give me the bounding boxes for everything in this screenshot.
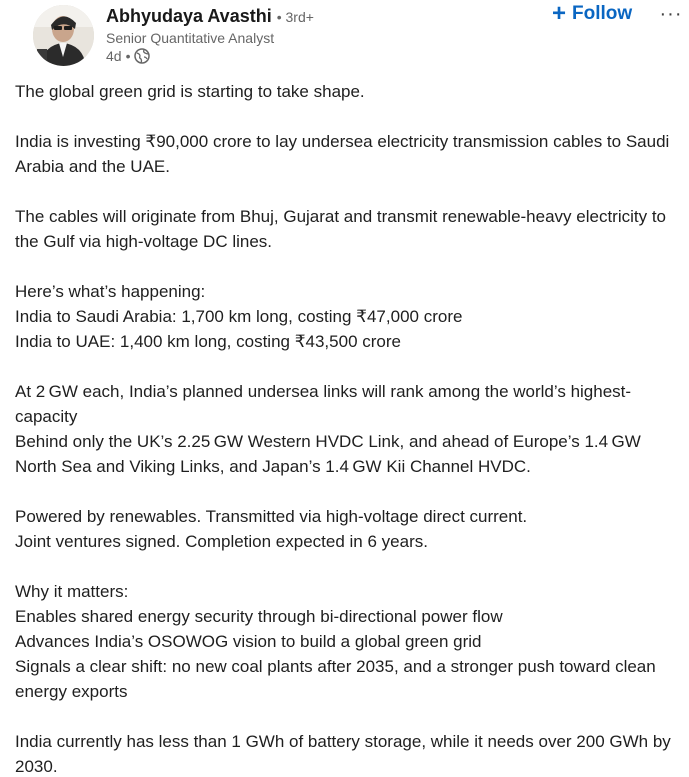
- post-text-line: Why it matters:: [15, 582, 129, 601]
- post-paragraph: [15, 504, 675, 554]
- post-text-line: The cables will originate from Bhuj, Gujarat and transmit renewable-heavy electricity to the Gulf via high-voltage DC lines.: [15, 207, 667, 251]
- post-text-line: India to Saudi Arabia: 1,700 km long, costing ₹47,000 crore: [15, 307, 463, 326]
- meta-separator: •: [125, 48, 131, 64]
- post-meta: [106, 48, 314, 64]
- post-time[interactable]: 4d: [106, 48, 122, 64]
- post-text-line: India to UAE: 1,400 km long, costing ₹43,500 crore: [15, 332, 401, 351]
- post-text-line: The global green grid is starting to take shape.: [15, 82, 365, 101]
- post-paragraph: [15, 204, 675, 254]
- post-text-line: Enables shared energy security through bi-directional power flow: [15, 607, 503, 626]
- post-body: [15, 79, 675, 777]
- post-text-line: India is investing ₹90,000 crore to lay undersea electricity transmission cables to Saudi Arabia and the UAE.: [15, 132, 670, 176]
- post-text-line: Here’s what’s happening:: [15, 282, 206, 301]
- post-text-line: Powered by renewables. Transmitted via high-voltage direct current.: [15, 507, 528, 526]
- post-text-line: At 2 GW each, India’s planned undersea links will rank among the world’s highest-capacity: [15, 382, 632, 426]
- author-name[interactable]: Abhyudaya Avasthi: [106, 6, 272, 26]
- author-name-row: [106, 6, 314, 27]
- post-text-line: Signals a clear shift: no new coal plants after 2035, and a stronger push toward clean energy exports: [15, 657, 656, 701]
- globe-icon: [134, 48, 150, 64]
- connection-degree: • 3rd+: [276, 9, 314, 25]
- post-text-line: Advances India’s OSOWOG vision to build a global green grid: [15, 632, 482, 651]
- follow-label: Follow: [572, 3, 633, 24]
- author-headline: Senior Quantitative Analyst: [106, 30, 275, 46]
- plus-icon: +: [552, 0, 567, 27]
- author-photo: [33, 5, 94, 66]
- post-text-line: Behind only the UK’s 2.25 GW Western HVDC Link, and ahead of Europe’s 1.4 GW North Sea and Viking Links, and Japan’s 1.4 GW Kii Channel HVDC.: [15, 432, 641, 476]
- post-paragraph: [15, 379, 675, 479]
- post-text-line: India currently has less than 1 GWh of battery storage, while it needs over 200 GWh by 2030.: [15, 732, 671, 776]
- post-header: [16, 0, 683, 76]
- post-text-line: Joint ventures signed. Completion expected in 6 years.: [15, 532, 428, 551]
- post-paragraph: [15, 129, 675, 179]
- more-options-icon[interactable]: ···: [659, 2, 683, 25]
- author-info: [106, 6, 314, 64]
- follow-button[interactable]: [552, 2, 632, 26]
- author-avatar[interactable]: [33, 5, 94, 66]
- post-paragraph: [15, 579, 675, 704]
- post-paragraph: [15, 729, 675, 777]
- post-paragraph: [15, 79, 675, 104]
- post-paragraph: [15, 279, 675, 354]
